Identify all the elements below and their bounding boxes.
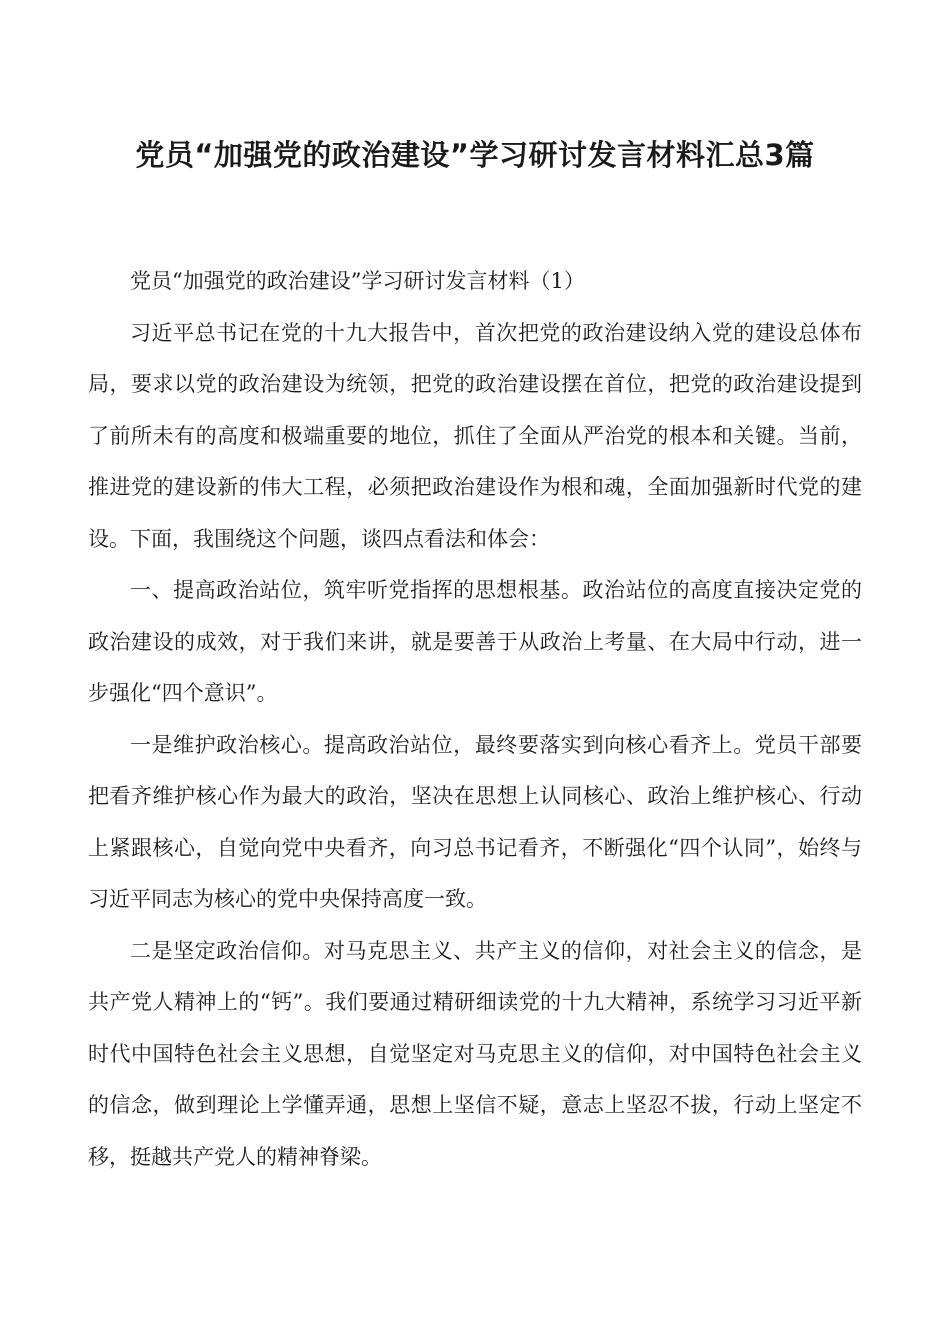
document-body <box>88 256 862 1183</box>
body-paragraph: 一是维护政治核心。提高政治站位，最终要落实到向核心看齐上。党员干部要把看齐维护核心作为最大的政治，坚决在思想上认同核心、政治上维护核心、行动上紧跟核心，自觉向党中央看齐，向习总书记看齐，不断强化“四个认同”，始终与习近平同志为核心的党中央保持高度一致。 <box>88 732 862 911</box>
body-paragraph: 二是坚定政治信仰。对马克思主义、共产主义的信仰，对社会主义的信念，是共产党人精神上的“钙”。我们要通过精研细读党的十九大精神，系统学习习近平新时代中国特色社会主义思想，自觉坚定对马克思主义的信仰，对中国特色社会主义的信念，做到理论上学懂弄通，思想上坚信不疑，意志上坚忍不拔，行动上坚定不移，挺越共产党人的精神脊梁。 <box>88 938 862 1169</box>
body-paragraph: 一、提高政治站位，筑牢听党指挥的思想根基。政治站位的高度直接决定党的政治建设的成效，对于我们来讲，就是要善于从政治上考量、在大局中行动，进一步强化“四个意识”。 <box>88 578 862 705</box>
document-title: 党员“加强党的政治建设”学习研讨发言材料汇总3篇 <box>135 138 815 172</box>
body-paragraph: 习近平总书记在党的十九大报告中，首次把党的政治建设纳入党的建设总体布局，要求以党的政治建设为统领，把党的政治建设摆在首位，把党的政治建设提到了前所未有的高度和极端重要的地位，抓住了全面从严治党的根本和关键。当前，推进党的建设新的伟大工程，必须把政治建设作为根和魂，全面加强新时代党的建设。下面，我围绕这个问题，谈四点看法和体会： <box>88 320 862 551</box>
section-subtitle: 党员“加强党的政治建设”学习研讨发言材料（1） <box>130 269 585 293</box>
